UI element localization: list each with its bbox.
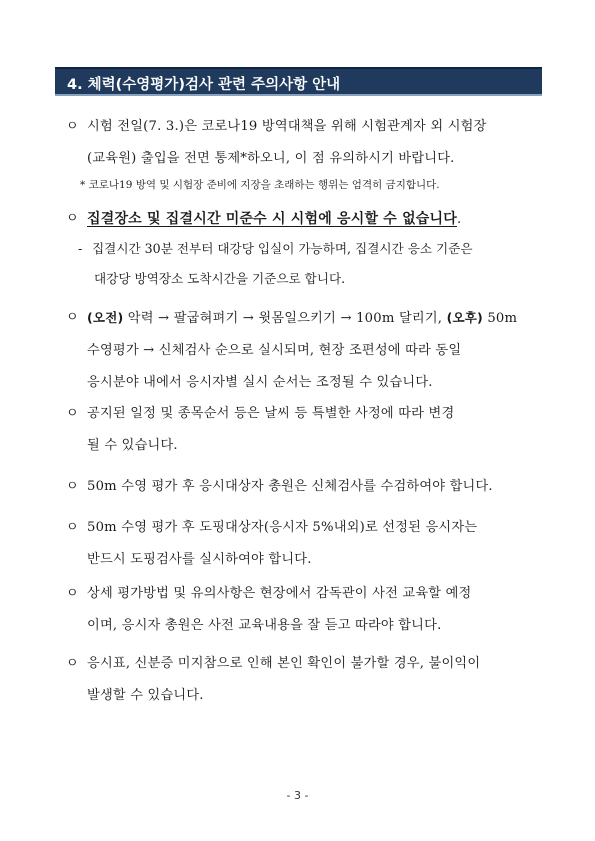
bullet-icon: ㅇ [66, 586, 79, 601]
bullet-icon: ㅇ [66, 520, 79, 535]
important-notice: 집결장소 및 집결시간 미준수 시 시험에 응시할 수 없습니다 [87, 211, 457, 227]
section-title: 4. 체력(수영평가)검사 관련 주의사항 안내 [67, 77, 341, 93]
am-label: (오전) [87, 310, 124, 325]
page-number: - 3 - [286, 789, 309, 802]
bullet-icon: ㅇ [66, 119, 79, 134]
bullet-icon: ㅇ [66, 211, 79, 226]
bullet-icon: ㅇ [66, 479, 79, 494]
bullet-icon: ㅇ [66, 406, 79, 421]
section-header [55, 67, 542, 96]
bullet-icon: ㅇ [66, 656, 79, 671]
item-text: 시험 전일(7. 3.)은 코로나19 방역대책을 위해 시험관계자 외 시험장 (교육원) 출입을 전면 통제*하오니, 이 점 유의하시기 바랍니다. [87, 119, 487, 166]
bullet-icon: ㅇ [66, 310, 79, 325]
pm-label: (오후) [446, 310, 483, 325]
footnote: * 코로나19 방역 및 시험장 준비에 지장을 초래하는 행위는 엄격히 금지합니다. [80, 179, 440, 191]
